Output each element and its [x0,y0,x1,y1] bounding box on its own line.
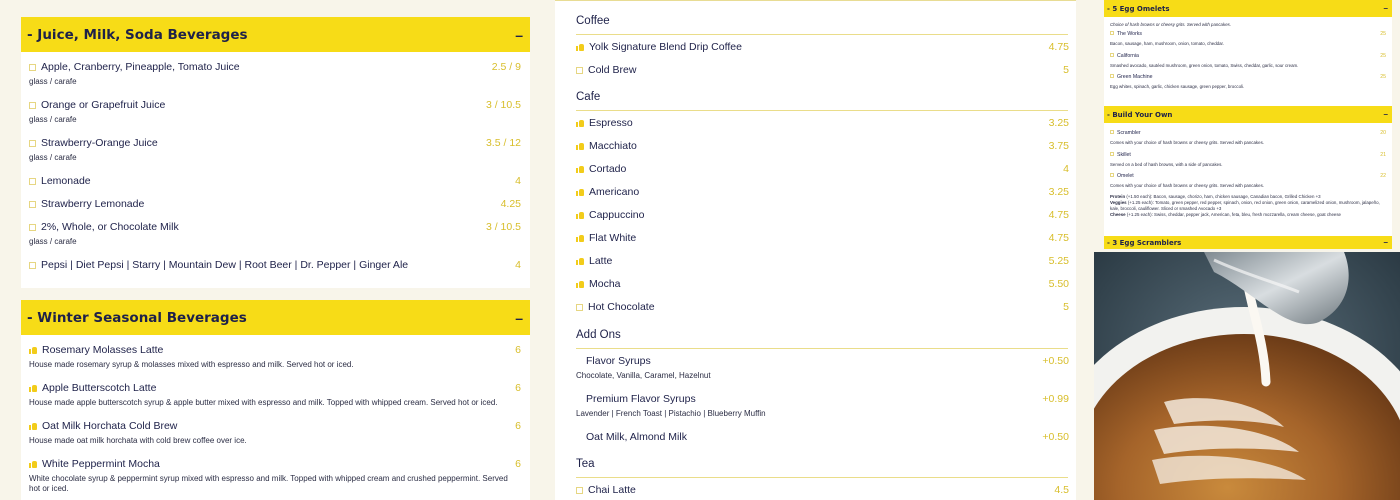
divider [576,477,1068,478]
square-bullet-icon [576,487,583,494]
menu-item[interactable]: Omelet 22 [1110,173,1386,179]
menu-item[interactable]: Apple Butterscotch Latte 6 House made apple butterscotch syrup & apple butter mixed with espresso and milk. Topped with whipped cream. Served hot or iced. [29,382,521,407]
thumbs-up-icon [29,346,37,354]
menu-column-breakfast: - 5 Egg Omelets – Choice of hash browns or cheesy grits. Served with pancakes. The Works 25 Bacon, sausage, ham, mushroom, onion, tomato, cheddar. California 25 Smashed avocado, sautéed mushroom, green onion, tomato, Swiss, cheddar, garlic, sour cream. Green Machine 25 Egg whites, spinach, garlic, chicken sausage, green pepper, broccoli. - Build Your Own – Scrambler 20 Comes with your choice of hash browns or cheesy grits. Served with pancakes. Skillet 21 Served on a bed of hash browns, with a side of pancakes. Omelet 22 Comes with your choice of hash browns or cheesy grits. Served with pancakes. Protein (+1.50 each): Bacon, sausage, chorizo, ham, chicken sausage, Canadian bacon, Grilled Chicken +3 Veggies (+1.25 each): Tomato, green pepper, red pepper, spinach, onion, red onion, green onion, caramelized onion, mushroom, jalapeño, kale, broccoli, cauliflower. Sliced or smashed Avocado +3 Cheese (+1.25 each): Swiss, cheddar, pepper jack, American, feta, bleu, fresh mozzarella, cream cheese, goat cheese - 3 Egg Scramblers – [1104,0,1392,248]
menu-item[interactable]: Chai Latte 4.5 [576,484,1069,496]
menu-item[interactable]: Mocha 5.50 [576,278,1069,290]
square-bullet-icon [29,64,36,71]
thumbs-up-icon [29,384,37,392]
menu-item[interactable]: Scrambler 20 [1110,130,1386,136]
thumbs-up-icon [29,422,37,430]
divider [576,348,1068,349]
category-coffee: Coffee [576,15,610,27]
collapse-icon[interactable]: – [515,309,523,326]
menu-item[interactable]: Macchiato 3.75 [576,140,1069,152]
menu-item[interactable]: Latte 5.25 [576,255,1069,267]
menu-item[interactable]: Espresso 3.25 [576,117,1069,129]
square-bullet-icon [576,304,583,311]
menu-item[interactable]: Rosemary Molasses Latte 6 House made rosemary syrup & molasses mixed with espresso and milk. Served hot or iced. [29,344,521,369]
build-extras: Protein (+1.50 each): Bacon, sausage, chorizo, ham, chicken sausage, Canadian bacon, Grilled Chicken +3 Veggies (+1.25 each): Tomato, green pepper, red pepper, spinach, onion, red onion, green onion, caramelized onion, mushroom, jalapeño, kale, broccoli, cauliflower. Sliced or smashed Avocado +3 Cheese (+1.25 each): Swiss, cheddar, pepper jack, American, feta, bleu, fresh mozzarella, cream cheese, goat cheese [1110,194,1380,217]
scramblers-section-header[interactable]: - 3 Egg Scramblers – [1104,236,1392,249]
menu-item[interactable]: Cold Brew 5 [576,64,1069,76]
square-bullet-icon [29,224,36,231]
thumbs-up-icon [576,142,584,150]
menu-item[interactable]: Flat White 4.75 [576,232,1069,244]
menu-column-left [21,0,530,500]
square-bullet-icon [29,102,36,109]
menu-item[interactable]: Oat Milk, Almond Milk +0.50 [586,431,1069,443]
collapse-icon[interactable]: – [515,26,523,43]
square-bullet-icon [1110,31,1114,35]
thumbs-up-icon [576,280,584,288]
square-bullet-icon [29,178,36,185]
menu-item[interactable]: Strawberry-Orange Juice 3.5 / 12 glass / carafe [29,137,521,162]
menu-item[interactable]: Skillet 21 [1110,152,1386,158]
menu-item[interactable]: Hot Chocolate 5 [576,301,1069,313]
divider [576,34,1068,35]
thumbs-up-icon [576,119,584,127]
thumbs-up-icon [576,43,584,51]
menu-item[interactable]: Orange or Grapefruit Juice 3 / 10.5 glass / carafe [29,99,521,124]
square-bullet-icon [1110,53,1114,57]
square-bullet-icon [1110,152,1114,156]
menu-item[interactable]: California 25 [1110,53,1386,59]
square-bullet-icon [29,262,36,269]
collapse-icon[interactable]: – [1383,110,1388,119]
square-bullet-icon [1110,173,1114,177]
divider [576,110,1068,111]
menu-item[interactable]: Cappuccino 4.75 [576,209,1069,221]
square-bullet-icon [576,67,583,74]
menu-item[interactable]: Pepsi | Diet Pepsi | Starry | Mountain Dew | Root Beer | Dr. Pepper | Ginger Ale 4 [21,259,530,271]
menu-item[interactable]: Flavor Syrups +0.50 Chocolate, Vanilla, Caramel, Hazelnut [576,355,1069,380]
square-bullet-icon [1110,130,1114,134]
category-addons: Add Ons [576,329,621,341]
latte-art-photo [1094,252,1400,500]
menu-item[interactable]: Yolk Signature Blend Drip Coffee 4.75 [576,41,1069,53]
thumbs-up-icon [576,188,584,196]
menu-item[interactable]: 2%, Whole, or Chocolate Milk 3 / 10.5 glass / carafe [29,221,521,246]
omelets-section-header[interactable]: - 5 Egg Omelets – [1104,0,1392,17]
menu-column-drinks [555,0,1076,500]
menu-item[interactable]: Oat Milk Horchata Cold Brew 6 House made oat milk horchata with cold brew coffee over ice. [29,420,521,445]
collapse-icon[interactable]: – [1383,4,1388,13]
thumbs-up-icon [576,211,584,219]
juice-section [21,17,530,288]
menu-item[interactable]: Strawberry Lemonade 4.25 [21,198,530,210]
category-cafe: Cafe [576,91,601,103]
menu-item[interactable]: Americano 3.25 [576,186,1069,198]
thumbs-up-icon [576,234,584,242]
menu-item[interactable]: The Works 25 [1110,31,1386,37]
category-tea: Tea [576,458,595,470]
juice-section-title: - Juice, Milk, Soda Beverages [27,26,248,43]
winter-section [21,300,530,500]
thumbs-up-icon [29,460,37,468]
menu-item[interactable]: Cortado 4 [576,163,1069,175]
winter-section-header[interactable] [21,300,530,335]
winter-section-title: - Winter Seasonal Beverages [27,309,247,326]
build-section-header[interactable]: - Build Your Own – [1104,106,1392,123]
latte-art-illustration [1094,252,1400,500]
menu-item[interactable]: Premium Flavor Syrups +0.99 Lavender | French Toast | Pistachio | Blueberry Muffin [576,393,1069,418]
thumbs-up-icon [576,257,584,265]
square-bullet-icon [1110,74,1114,78]
square-bullet-icon [29,201,36,208]
menu-item[interactable]: White Peppermint Mocha 6 White chocolate syrup & peppermint syrup mixed with espresso and milk. Topped with whipped cream and crushed peppermint. Served hot or iced. [29,458,521,494]
square-bullet-icon [29,140,36,147]
menu-item[interactable]: Green Machine 25 [1110,74,1386,80]
collapse-icon[interactable]: – [1383,238,1388,247]
juice-section-header[interactable] [21,17,530,52]
menu-item[interactable]: Lemonade 4 [21,175,530,187]
menu-item[interactable]: Apple, Cranberry, Pineapple, Tomato Juice 2.5 / 9 glass / carafe [29,61,521,86]
thumbs-up-icon [576,165,584,173]
